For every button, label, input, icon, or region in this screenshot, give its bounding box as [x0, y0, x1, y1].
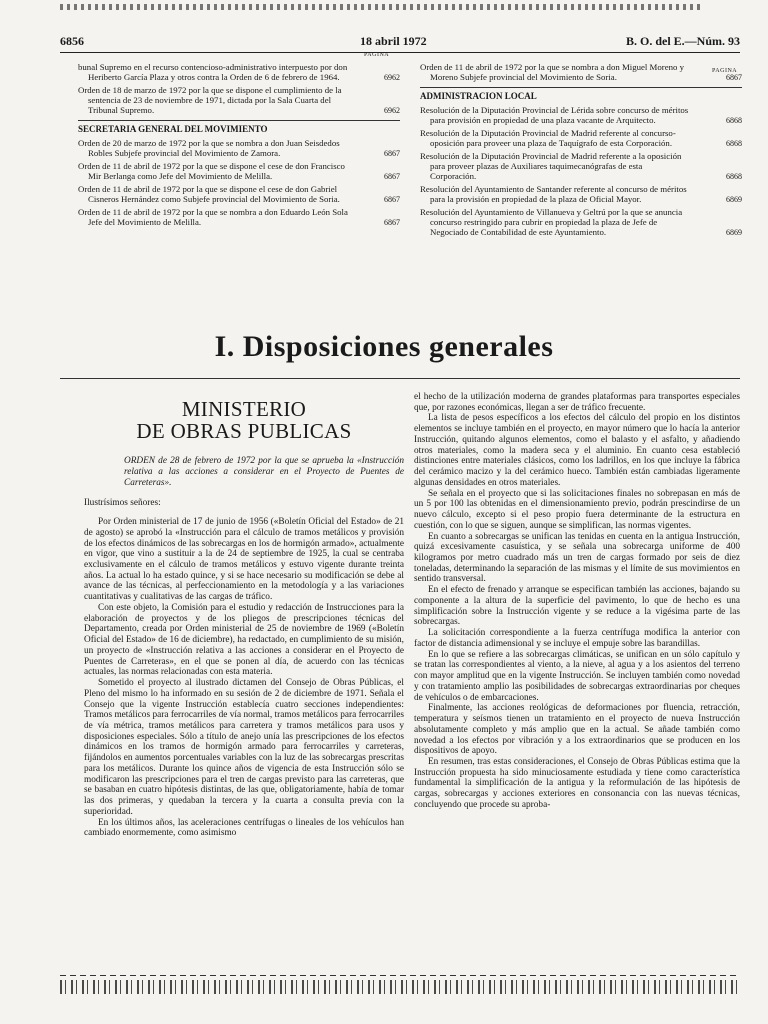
entry-text: Orden de 20 de marzo de 1972 por la que se nombra a don Juan Seisdedos Robles Subjefe provincial del Movimiento de Zamora.: [78, 138, 340, 159]
body-paragraph: En lo que se refiere a las sobrecargas climáticas, se unifican en un sólo capítulo y se tratan las correspondientes al viento, a la nieve, al agua y a los asientos del terreno con mayor amplitud que en la vigente Instrucción. Se incluyen también como novedad y con tratamiento amplio las posibilidades de sobrecargas extraordinarias por cheques de vehículos o de embarcaciones.: [414, 649, 740, 703]
summary-entry: [420, 151, 742, 181]
issue-date: 18 abril 1972: [360, 34, 427, 48]
scan-artifact-top: [60, 4, 700, 10]
body-paragraph: Por Orden ministerial de 17 de junio de 1956 («Boletín Oficial del Estado» de 21 de agosto) se aprobó la «Instrucción para el cálculo de tramos metálicos y provisión de los efectos dinámicos de las sobrecargas en los de hormigón armado», actualmente en vigor, que vino a sustituir a la de 24 de septiembre de 1925, la cual se centraba exclusivamente en el cálculo de tramos metálicos y estuvo vigente durante treinta años. La actual lo ha estado quince, y si se hace necesario su modificación se debe al avance de las técnicas, al perfeccionamiento en la metodología y a las variaciones cuantitativas y cualitativas de las cargas de tráfico.: [84, 517, 404, 603]
page-number: 6856: [60, 34, 84, 48]
order-heading: ORDEN de 28 de febrero de 1972 por la que se aprueba la «Instrucción relativa a las acciones a considerar en el Proyecto de Puentes de Carreteras».: [124, 456, 404, 488]
entry-text: Orden de 11 de abril de 1972 por la que se nombra a don Eduardo León Sola Jefe del Movimiento de Melilla.: [78, 207, 348, 228]
entry-page: 6868: [726, 172, 742, 182]
body-paragraph: Finalmente, las acciones reológicas de deformaciones por fluencia, retracción, temperatura y seísmos tienen un tratamiento en el proyecto de nueva Instrucción absolutamente completo y más amplio que en la actual. Se añade también como novedad a los efectos por vibración y a los extraordinarios que se producen en los dispositivos de apoyo.: [414, 703, 740, 757]
entry-page: 6962: [384, 105, 400, 115]
entry-page: 6867: [384, 218, 400, 228]
entry-page: 6867: [384, 149, 400, 159]
body-paragraph: el hecho de la utilización moderna de grandes plataformas para transportes especiales que, por razones económicas, llegan a ser de tráfico frecuente.: [414, 392, 740, 413]
header-rule: [60, 52, 740, 53]
entry-page: 6868: [726, 116, 742, 126]
entry-text: Resolución del Ayuntamiento de Santander referente al concurso de méritos para la provisión en propiedad de la plaza de Oficial Mayor.: [420, 184, 687, 205]
entry-text: Resolución del Ayuntamiento de Villanueva y Geltrú por la que se anuncia concurso restringido para cubrir en propiedad la plaza de Jefe de Negociado de Contabilidad de este Ayuntamiento.: [420, 207, 683, 238]
summary-entry: [420, 207, 742, 237]
body-paragraph: En resumen, tras estas consideraciones, el Consejo de Obras Públicas estima que la Instrucción propuesta ha sido minuciosamente estudiada y tiene como característica fundamental la simplificación de la antigua y la reformulación de las hipótesis de cargas, sobrecargas y acciones exteriores en consonancia con las nuevas técnicas, concluyendo que procede su aproba-: [414, 756, 740, 810]
body-paragraph: Sometido el proyecto al ilustrado dictamen del Consejo de Obras Públicas, el Pleno del mismo lo ha informado en su sesión de 2 de diciembre de 1971. Señala el Consejo que la vigente Instrucción establecía cuatro secciones independientes: Tramos metálicos para ferrocarriles de vía normal, tramos metálicos para ferrocarriles de vía métrica, tramos metálicos para carretera y tramos metálicos para usos y disposiciones especiales. Sólo a título de anejo unía las prescripciones de los efectos dinámicos en los tramos de hormigón armado para ferrocarriles y carreteras, fijándolos en aumentos porcentuales variables con la luz de las sobrecargas prescritas para los metálicos. Durante los quince años de vigencia de esta Instrucción sólo se modificaron las prescripciones para el tren de cargas previsto para las carreteras, que se basaban en cuatro hipótesis distintas, de las que, obligatoriamente, había de tomar las dos primeras, y quedaban la tercera y la cuarta a consulta previa con la superioridad.: [84, 678, 404, 817]
bottom-rule: [60, 975, 740, 976]
pagina-label: PAGINA: [712, 68, 738, 74]
entry-text: Orden de 11 de abril de 1972 por la que se nombra a don Miguel Moreno y Moreno Subjefe provincial del Movimiento de Soria.: [420, 62, 685, 83]
body-paragraph: Con este objeto, la Comisión para el estudio y redacción de Instrucciones para la elaboración de proyectos y de los pliegos de prescripciones técnicas del Departamento, creada por Orden ministerial de 25 de noviembre de 1969 («Boletín Oficial del Estado» de 16 de diciembre), ha redactado, en cumplimiento de su misión, un proyecto de «Instrucción relativa a las acciones a considerar en el Proyecto de Puentes de Carreteras», en el que se ponen al día, de acuerdo con las técnicas actuales, las normas relacionadas con esta materia.: [84, 602, 404, 678]
body-paragraph: En cuanto a sobrecargas se unifican las tenidas en cuenta en la antigua Instrucción, quizá excesivamente casuística, y se señala una sobrecarga uniforme de 400 kilogramos por metro cuadrado más un tren de cargas formado por seis de diez toneladas, determinando la separación de las mismas y el límite de sus movimientos en sentido transversal.: [414, 531, 740, 585]
greeting: Ilustrísimos señores:: [84, 498, 161, 509]
scan-artifact-bottom: [60, 980, 740, 994]
summary-entry: [78, 161, 400, 181]
pagina-label: PAGINA: [364, 52, 390, 58]
entry-page: 6869: [726, 195, 742, 205]
entry-text: Resolución de la Diputación Provincial de Madrid referente a la oposición para proveer plazas de Auxiliares taquimecanógrafas de esta Corporación.: [420, 151, 682, 182]
body-paragraph: La lista de pesos específicos a los efectos del cálculo del propio en los distintos elementos se incluye también en el proyecto, en mayor número que lo hacía la anterior Instrucción, quitando algunos elementos, como el balasto y el asfalto, y añadiendo otros materiales, como la madera seca y el aluminio. En cuanto cesa estableció distinciones entre materiales clásicos, como los ladrillos, en los que incluye la fábrica del cerámico macizo y la del cerámico hueco. También están cambiadas ligeramente algunas densidades en otros materiales.: [414, 413, 740, 488]
body-paragraph: La solicitación correspondiente a la fuerza centrífuga modifica la anterior con factor de distancia adimensional y se incluye el empuje sobre las barandillas.: [414, 628, 740, 649]
summary-section-title: SECRETARIA GENERAL DEL MOVIMIENTO: [78, 120, 400, 134]
entry-page: 6868: [726, 139, 742, 149]
summary-left-top-entries: [78, 62, 400, 115]
summary-section-title: ADMINISTRACION LOCAL: [420, 87, 742, 101]
summary-entry: [420, 105, 742, 125]
entry-page: 6867: [384, 172, 400, 182]
body-paragraph: En el efecto de frenado y arranque se especifican también las acciones, bajando su componente a la altura de la superficie del pavimento, lo que de hecho es una simplificación sobre la Instrucción vigente y se reduce a la vigésima parte de las sobrecargas.: [414, 585, 740, 628]
summary-entry: [78, 62, 400, 82]
section-rule: [60, 378, 740, 379]
summary-left-column: [78, 52, 400, 230]
entry-page: 6962: [384, 72, 400, 82]
summary-right-entries: [420, 105, 742, 237]
summary-entry: [78, 138, 400, 158]
ministry-title: [84, 398, 404, 442]
bulletin-number: B. O. del E.—Núm. 93: [625, 34, 740, 48]
summary-entry: [78, 85, 400, 115]
entry-page: 6869: [726, 228, 742, 238]
entry-text: bunal Supremo en el recurso contencioso-administrativo interpuesto por don Heriberto García Plaza y otros contra la Orden de 6 de febrero de 1964.: [78, 62, 348, 83]
entry-text: Orden de 11 de abril de 1972 por la que se dispone el cese de don Francisco Mir Berlanga como Jefe del Movimiento de Melilla.: [78, 161, 345, 182]
entry-text: Orden de 18 de marzo de 1972 por la que se dispone el cumplimiento de la sentencia de 23 de noviembre de 1971, dictada por la Sala Cuarta del Tribunal Supremo.: [78, 85, 342, 116]
ministry-line-1: MINISTERIO: [181, 397, 307, 421]
summary-right-column: [420, 62, 742, 240]
entry-page: 6867: [726, 72, 742, 82]
summary-right-top-entries: [420, 62, 742, 82]
body-right-column: [414, 392, 740, 811]
summary-entry: [420, 128, 742, 148]
summary-entry: [78, 207, 400, 227]
summary-entry: [420, 184, 742, 204]
entry-page: 6867: [384, 195, 400, 205]
entry-text: Orden de 11 de abril de 1972 por la que se dispone el cese de don Gabriel Cisneros Hernández como Subjefe provincial del Movimiento de Soria.: [78, 184, 340, 205]
body-left-column: [84, 398, 404, 839]
body-paragraph: En los últimos años, las aceleraciones centrífugas o lineales de los vehículos han cambiado enormemente, como asimismo: [84, 817, 404, 839]
page-header: [60, 34, 740, 52]
entry-text: Resolución de la Diputación Provincial de Madrid referente al concurso-oposición para proveer una plaza de Taquígrafo de esta Corporación.: [420, 128, 676, 149]
section-heading: I. Disposiciones generales: [214, 330, 554, 363]
summary-left-entries: [78, 138, 400, 227]
summary-entry: [420, 62, 742, 82]
body-paragraph: Se señala en el proyecto que si las solicitaciones finales no sobrepasan en más de un 5 por 100 las obtenidas en el dimensionamiento previo, podrán prescindirse de un nuevo cálculo, excepto si el peso propio fuera determinante de la estructura en cuestión, con lo que se siguen, aunque se simplifican, las normas vigentes.: [414, 488, 740, 531]
summary-entry: [78, 184, 400, 204]
ministry-line-2: DE OBRAS PUBLICAS: [136, 419, 352, 444]
entry-text: Resolución de la Diputación Provincial de Lérida sobre concurso de méritos para provisión en propiedad de una plaza vacante de Arquitecto.: [420, 105, 689, 126]
